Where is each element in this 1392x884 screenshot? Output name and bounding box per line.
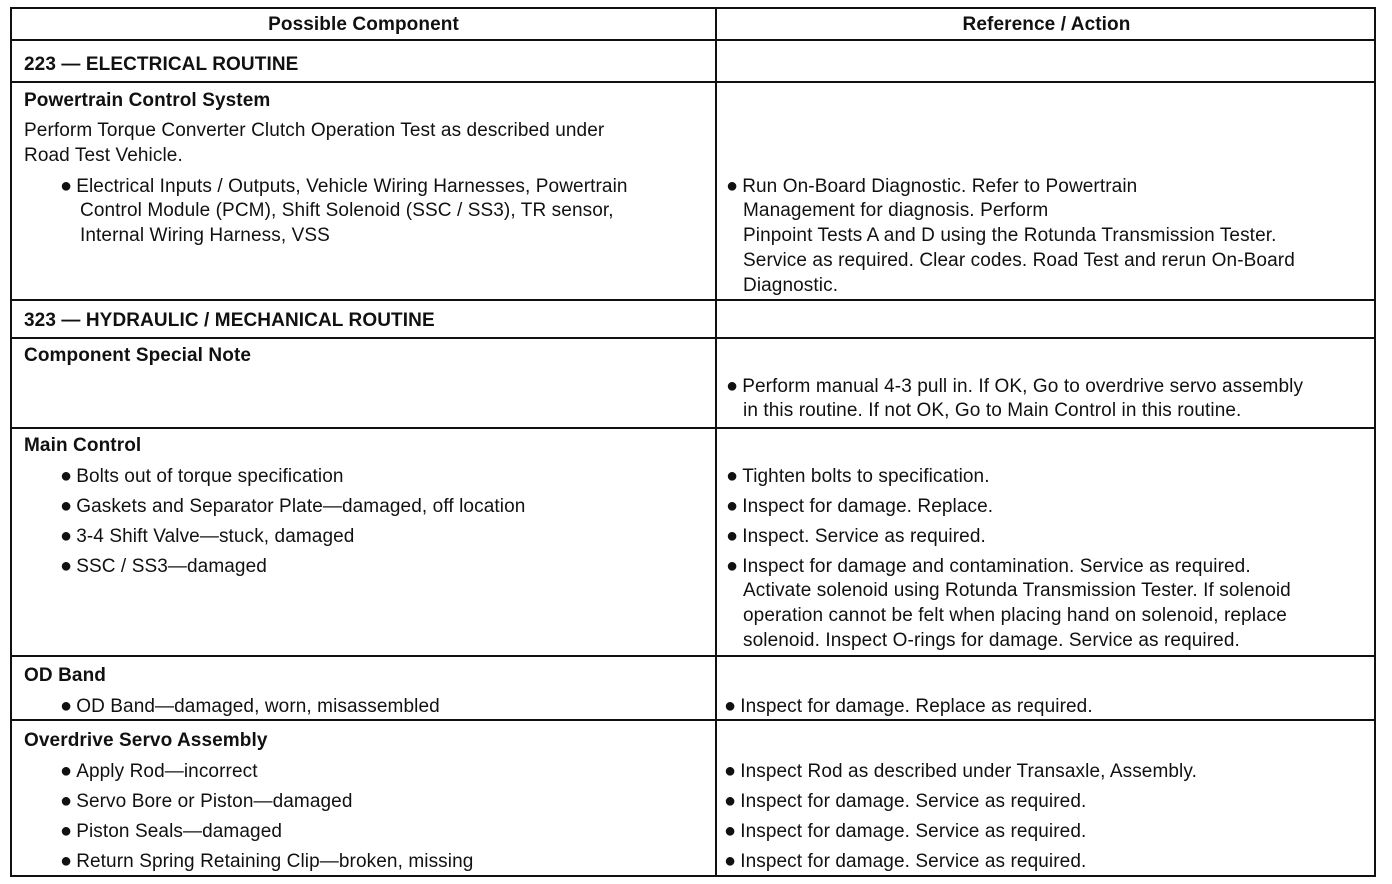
bullet-icon: ● xyxy=(60,555,73,577)
component-heading: Component Special Note xyxy=(24,345,252,366)
bullet-icon: ● xyxy=(60,175,73,197)
component-heading: Overdrive Servo Assembly xyxy=(24,730,268,751)
bullet-icon: ● xyxy=(726,525,739,547)
bullet-icon: ● xyxy=(724,790,737,812)
action-item: ● Inspect for damage. Replace. xyxy=(726,495,994,517)
section-title-hydraulic: 323 — HYDRAULIC / MECHANICAL ROUTINE xyxy=(24,310,435,331)
action-continuation: Service as required. Clear codes. Road Test and rerun On-Board xyxy=(743,250,1295,271)
bullet-icon: ● xyxy=(60,495,73,517)
bullet-icon: ● xyxy=(60,760,73,782)
section-title-electrical: 223 — ELECTRICAL ROUTINE xyxy=(24,54,299,75)
row-divider xyxy=(12,299,1374,301)
bullet-icon: ● xyxy=(60,820,73,842)
diagnostic-table xyxy=(10,7,1376,877)
bullet-icon: ● xyxy=(60,695,73,717)
action-item: ● Inspect for damage. Replace as required. xyxy=(724,695,1093,717)
row-divider xyxy=(12,39,1374,41)
row-divider xyxy=(12,81,1374,83)
action-continuation: Activate solenoid using Rotunda Transmission Tester. If solenoid xyxy=(743,580,1291,601)
list-item: ● Apply Rod—incorrect xyxy=(60,760,258,782)
list-item: ● Gaskets and Separator Plate—damaged, off location xyxy=(60,495,526,517)
bullet-icon: ● xyxy=(726,495,739,517)
bullet-icon: ● xyxy=(726,375,739,397)
bullet-icon: ● xyxy=(724,695,737,717)
list-item: ● Bolts out of torque specification xyxy=(60,465,344,487)
list-item: ● Piston Seals—damaged xyxy=(60,820,283,842)
action-continuation: in this routine. If not OK, Go to Main Control in this routine. xyxy=(743,400,1242,421)
action-continuation: operation cannot be felt when placing hand on solenoid, replace xyxy=(743,605,1287,626)
row-divider xyxy=(12,427,1374,429)
action-item: ● Inspect for damage and contamination. Service as required. xyxy=(726,555,1251,577)
bullet-icon: ● xyxy=(724,760,737,782)
bullet-icon: ● xyxy=(724,820,737,842)
column-header-component: Possible Component xyxy=(268,14,459,35)
bullet-icon: ● xyxy=(724,850,737,872)
component-description: Road Test Vehicle. xyxy=(24,145,183,166)
list-item: ● Servo Bore or Piston—damaged xyxy=(60,790,353,812)
bullet-icon: ● xyxy=(726,555,739,577)
component-heading: OD Band xyxy=(24,665,106,686)
bullet-icon: ● xyxy=(60,790,73,812)
action-item: ● Inspect. Service as required. xyxy=(726,525,986,547)
list-item: ● Electrical Inputs / Outputs, Vehicle Wiring Harnesses, Powertrain xyxy=(60,175,628,197)
action-item: ● Inspect for damage. Service as required. xyxy=(724,850,1087,872)
row-divider xyxy=(12,337,1374,339)
bullet-icon: ● xyxy=(726,175,739,197)
action-continuation: solenoid. Inspect O-rings for damage. Service as required. xyxy=(743,630,1240,651)
action-item: ● Perform manual 4-3 pull in. If OK, Go to overdrive servo assembly xyxy=(726,375,1304,397)
action-continuation: Diagnostic. xyxy=(743,275,839,296)
component-heading: Powertrain Control System xyxy=(24,90,271,111)
action-continuation: Pinpoint Tests A and D using the Rotunda Transmission Tester. xyxy=(743,225,1277,246)
column-divider xyxy=(715,9,717,875)
bullet-icon: ● xyxy=(60,465,73,487)
component-heading: Main Control xyxy=(24,435,142,456)
list-item-continuation: Control Module (PCM), Shift Solenoid (SSC / SS3), TR sensor, xyxy=(80,200,614,221)
action-item: ● Inspect for damage. Service as required. xyxy=(724,820,1087,842)
row-divider xyxy=(12,655,1374,657)
component-description: Perform Torque Converter Clutch Operation Test as described under xyxy=(24,120,605,141)
list-item: ● Return Spring Retaining Clip—broken, missing xyxy=(60,850,474,872)
list-item: ● OD Band—damaged, worn, misassembled xyxy=(60,695,440,717)
action-item: ● Inspect Rod as described under Transaxle, Assembly. xyxy=(724,760,1197,782)
action-item: ● Inspect for damage. Service as required. xyxy=(724,790,1087,812)
bullet-icon: ● xyxy=(726,465,739,487)
list-item: ● SSC / SS3—damaged xyxy=(60,555,267,577)
list-item-continuation: Internal Wiring Harness, VSS xyxy=(80,225,330,246)
list-item: ● 3-4 Shift Valve—stuck, damaged xyxy=(60,525,355,547)
action-item: ● Tighten bolts to specification. xyxy=(726,465,990,487)
row-divider xyxy=(12,719,1374,721)
column-header-action: Reference / Action xyxy=(962,14,1131,35)
action-continuation: Management for diagnosis. Perform xyxy=(743,200,1049,221)
bullet-icon: ● xyxy=(60,525,73,547)
bullet-icon: ● xyxy=(60,850,73,872)
action-item: ● Run On-Board Diagnostic. Refer to Powertrain xyxy=(726,175,1138,197)
